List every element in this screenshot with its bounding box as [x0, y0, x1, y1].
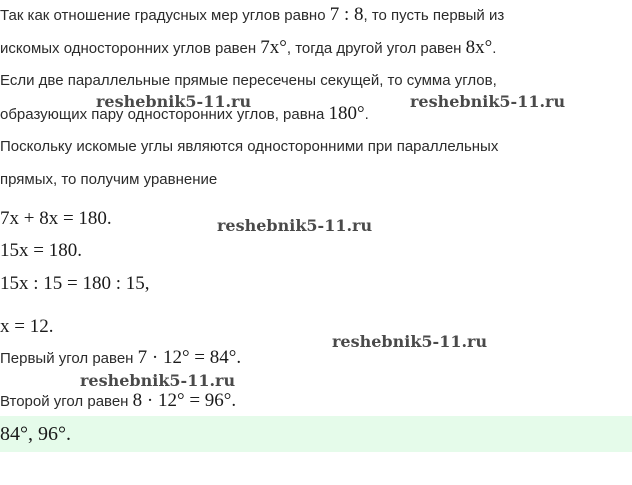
watermark: reshebnik5-11.ru — [410, 92, 566, 111]
paragraph-1-line-1 — [0, 6, 504, 25]
text-segment: Поскольку искомые углы являются односторонними при параллельных — [0, 138, 499, 155]
paragraph-1-line-2 — [0, 39, 496, 58]
equation-line: 15x = 180. — [0, 240, 82, 261]
result-math: 7 · 12° = 84°. — [137, 347, 242, 368]
text-segment: , тогда другой угол равен — [286, 40, 462, 57]
paragraph-3-line-2 — [0, 171, 217, 189]
text-segment: искомых односторонних углов равен — [0, 40, 257, 57]
text-segment: прямых, то получим уравнение — [0, 171, 218, 188]
ratio-math: 7 : 8 — [329, 4, 364, 25]
first-angle-math: 7x° — [260, 37, 287, 58]
watermark: reshebnik5-11.ru — [217, 216, 373, 235]
equation-line: 15x : 15 = 180 : 15, — [0, 273, 150, 294]
text-segment: образующих пару односторонних углов, равна — [0, 106, 325, 123]
result-label: Второй угол равен — [0, 393, 129, 410]
second-angle-math: 8x° — [465, 37, 493, 58]
text-segment: . — [492, 40, 497, 57]
second-angle-result — [0, 392, 236, 411]
watermark: reshebnik5-11.ru — [332, 332, 488, 351]
text-segment: Так как отношение градусных мер углов равно — [0, 7, 326, 24]
first-angle-result — [0, 349, 241, 368]
watermark: reshebnik5-11.ru — [80, 371, 236, 390]
paragraph-3-line-1 — [0, 138, 498, 156]
text-segment: , то пусть первый из — [363, 7, 505, 24]
result-label: Первый угол равен — [0, 350, 134, 367]
result-math: 8 · 12° = 96°. — [132, 390, 237, 411]
equation-line: x = 12. — [0, 316, 54, 337]
sum-math: 180° — [328, 103, 365, 124]
equation-line: 7x + 8x = 180. — [0, 208, 112, 229]
text-segment: Если две параллельные прямые пересечены секущей, то сумма углов, — [0, 72, 497, 89]
watermark: reshebnik5-11.ru — [96, 92, 252, 111]
text-segment: . — [364, 106, 369, 123]
answer-text: 84°, 96°. — [0, 423, 71, 445]
answer-box — [0, 416, 632, 452]
paragraph-2-line-1 — [0, 72, 497, 90]
